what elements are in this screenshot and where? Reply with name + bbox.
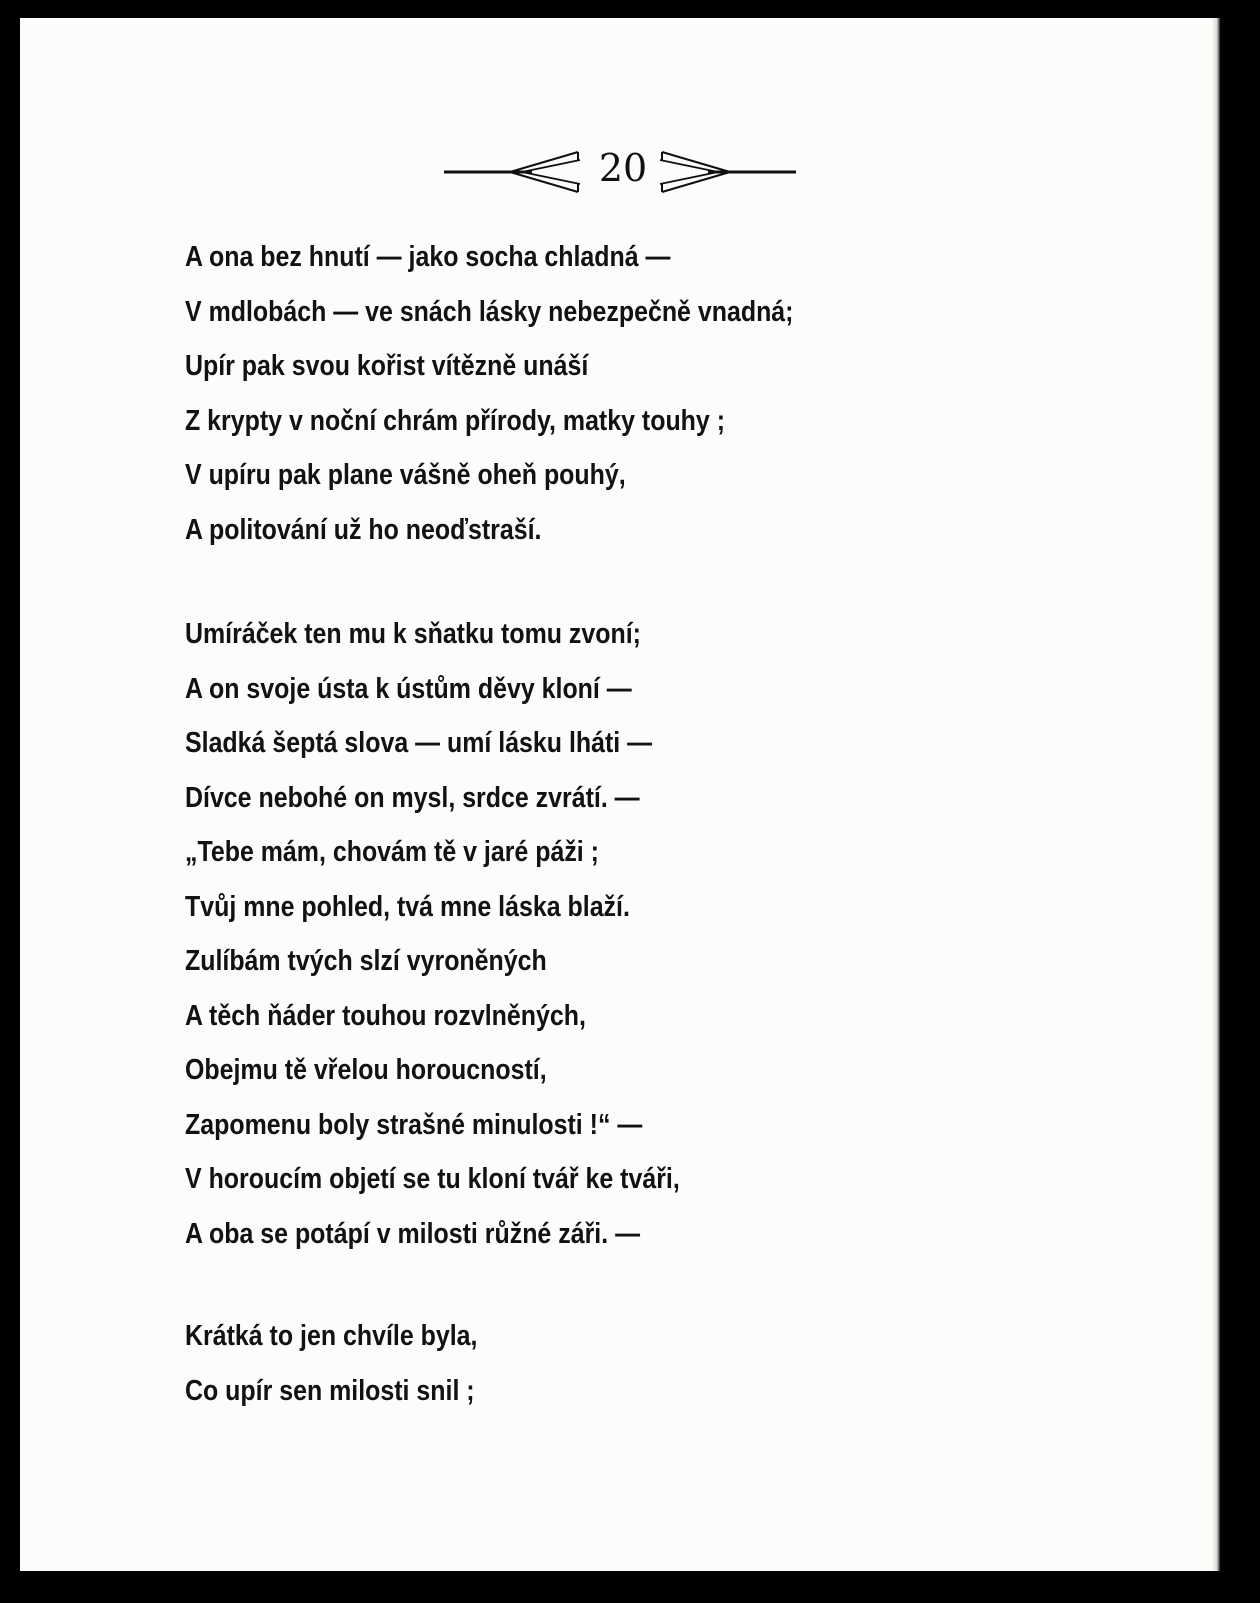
poem-line: V horoucím objetí se tu kloní tvář ke tváři, — [185, 1163, 680, 1195]
poem-line: A on svoje ústa k ústům děvy kloní — — [185, 672, 632, 705]
poem-line: Tvůj mne pohled, tvá mne láska blaží. — [185, 890, 630, 923]
stanza-separator — [185, 557, 1045, 607]
poem-line: „Tebe mám, chovám tě v jaré páži ; — [185, 836, 599, 868]
poem-line: Upír pak svou kořist vítězně unáší — [185, 350, 589, 382]
poem-text — [185, 230, 1045, 1418]
page-header — [20, 138, 1220, 198]
poem-line: Dívce nebohé on mysl, srdce zvrátí. — — [185, 781, 640, 814]
poem-line: V upíru pak plane vášně oheň pouhý, — [185, 459, 626, 491]
book-page — [20, 18, 1220, 1571]
ornament-right-icon — [650, 138, 800, 198]
poem-line: Zulíbám tvých slzí vyroněných — [185, 945, 547, 977]
ornament-left-icon — [440, 138, 590, 198]
stanza-1 — [185, 230, 1045, 557]
poem-line: Zapomenu boly strašné minulosti !“ — — [185, 1108, 643, 1141]
poem-line: A ona bez hnutí — jako socha chladná — — [185, 241, 671, 273]
poem-line: A oba se potápí v milosti růžné záři. — — [185, 1217, 641, 1250]
poem-line: Krátká to jen chvíle byla, — [185, 1320, 478, 1352]
poem-line: A těch ňáder touhou rozvlněných, — [185, 999, 586, 1032]
stanza-separator — [185, 1261, 1045, 1309]
stanza-2 — [185, 607, 1045, 1261]
page-edge-shadow — [1212, 18, 1220, 1571]
poem-line: A politování už ho neoďstraší. — [185, 513, 542, 546]
poem-line: Co upír sen milosti snil ; — [185, 1374, 475, 1407]
page-number: 20 — [598, 146, 648, 190]
poem-line: Obejmu tě vřelou horoucností, — [185, 1054, 547, 1086]
poem-line: Z krypty v noční chrám přírody, matky touhy ; — [185, 404, 726, 437]
stanza-3 — [185, 1309, 1045, 1418]
poem-line: V mdlobách — ve snách lásky nebezpečně vnadná; — [185, 295, 794, 328]
poem-line: Umíráček ten mu k sňatku tomu zvoní; — [185, 618, 641, 650]
poem-line: Sladká šeptá slova — umí lásku lháti — — [185, 727, 653, 759]
